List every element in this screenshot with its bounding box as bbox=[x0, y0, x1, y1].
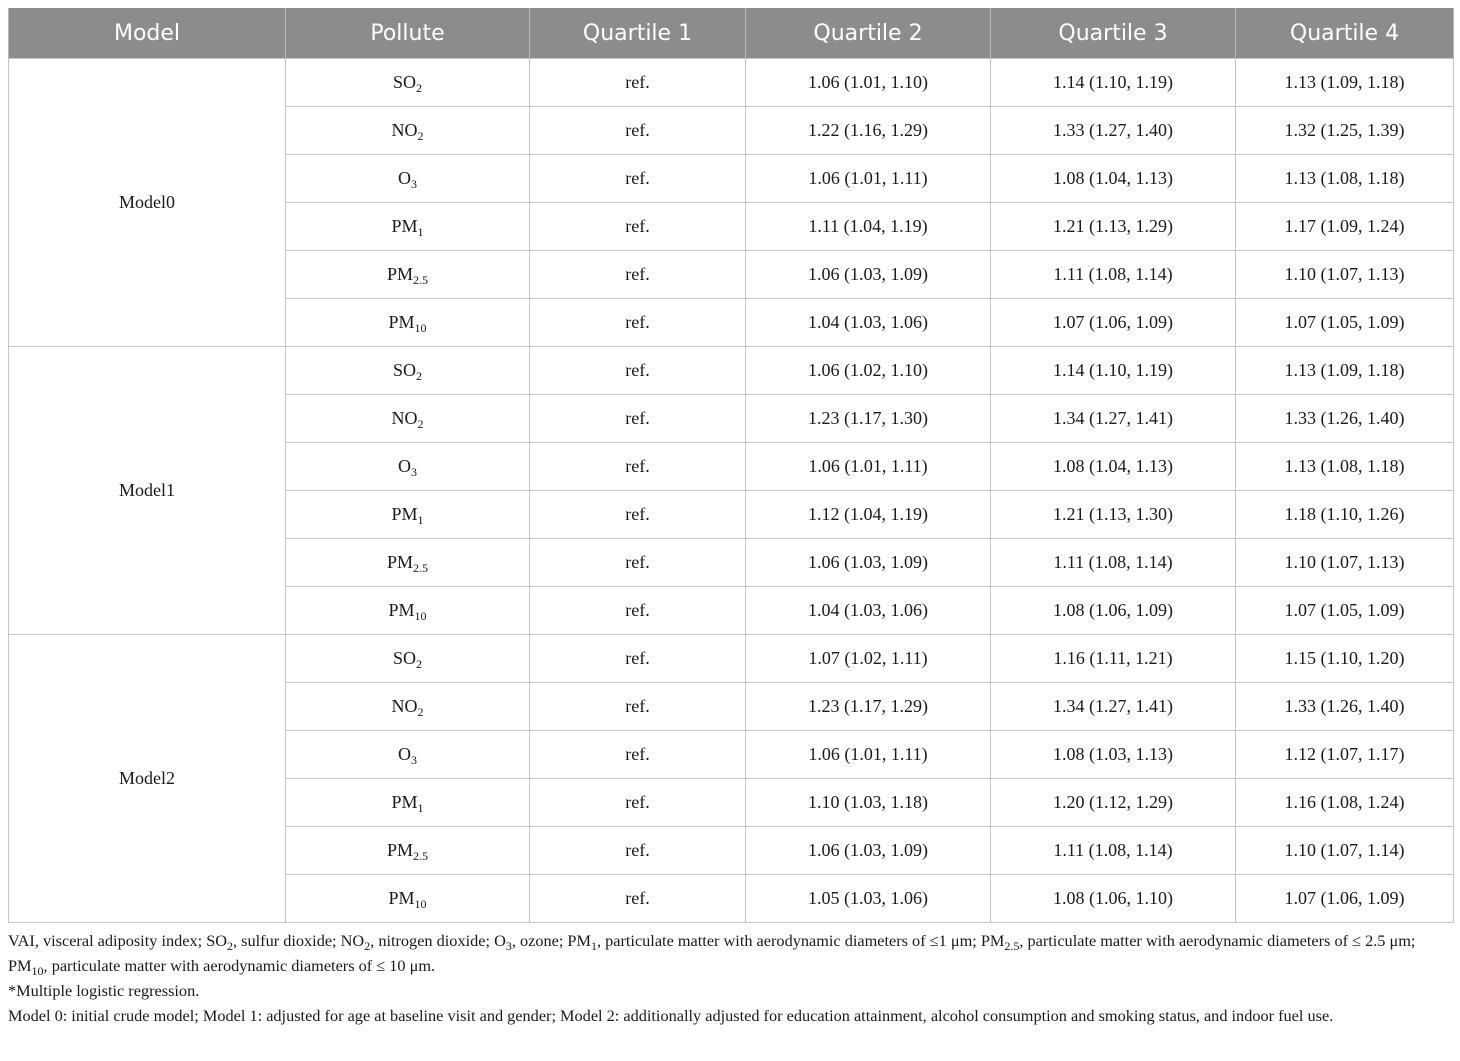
pollutant-cell bbox=[286, 347, 530, 395]
pollutant-subscript: 10 bbox=[414, 897, 427, 911]
quartile-2-cell: 1.22 (1.16, 1.29) bbox=[746, 107, 991, 155]
quartile-1-cell: ref. bbox=[530, 683, 746, 731]
quartile-1-cell: ref. bbox=[530, 203, 746, 251]
quartile-2-cell: 1.06 (1.02, 1.10) bbox=[746, 347, 991, 395]
quartile-3-cell: 1.14 (1.10, 1.19) bbox=[991, 59, 1236, 107]
quartile-3-cell: 1.34 (1.27, 1.41) bbox=[991, 683, 1236, 731]
quartile-3-cell: 1.08 (1.03, 1.13) bbox=[991, 731, 1236, 779]
pollutant-symbol: PM bbox=[386, 552, 413, 572]
pollutant-subscript: 10 bbox=[414, 321, 427, 335]
footnote-text: , particulate matter with aerodynamic diameters of ≤ 2.5 μm; PM bbox=[8, 931, 1416, 975]
quartile-2-cell: 1.04 (1.03, 1.06) bbox=[746, 299, 991, 347]
quartile-4-cell: 1.10 (1.07, 1.14) bbox=[1236, 827, 1454, 875]
pollutant-symbol: PM bbox=[391, 504, 418, 524]
pollutant-subscript: 2 bbox=[416, 81, 422, 95]
footnote-text: , particulate matter with aerodynamic diameters of ≤1 μm; PM bbox=[596, 931, 1005, 950]
pollutant-symbol: SO bbox=[392, 360, 416, 380]
pollutant-cell bbox=[286, 539, 530, 587]
pollutant-subscript: 2 bbox=[416, 369, 422, 383]
pollutant-symbol: PM bbox=[386, 840, 413, 860]
pollutant-cell bbox=[286, 491, 530, 539]
model-cell: Model0 bbox=[9, 59, 286, 347]
quartile-2-cell: 1.11 (1.04, 1.19) bbox=[746, 203, 991, 251]
quartile-3-cell: 1.08 (1.04, 1.13) bbox=[991, 443, 1236, 491]
quartile-4-cell: 1.33 (1.26, 1.40) bbox=[1236, 683, 1454, 731]
quartile-4-cell: 1.10 (1.07, 1.13) bbox=[1236, 251, 1454, 299]
quartile-2-cell: 1.04 (1.03, 1.06) bbox=[746, 587, 991, 635]
quartile-2-cell: 1.07 (1.02, 1.11) bbox=[746, 635, 991, 683]
results-table bbox=[8, 8, 1454, 923]
pollutant-cell bbox=[286, 107, 530, 155]
footnote-text: VAI, visceral adiposity index; SO bbox=[8, 931, 228, 950]
table-row bbox=[9, 347, 1454, 395]
pollutant-cell bbox=[286, 683, 530, 731]
pollutant-cell bbox=[286, 395, 530, 443]
quartile-1-cell: ref. bbox=[530, 155, 746, 203]
quartile-1-cell: ref. bbox=[530, 443, 746, 491]
footnote-text: , particulate matter with aerodynamic diameters of ≤ 10 μm. bbox=[43, 956, 436, 975]
pollutant-subscript: 2 bbox=[416, 657, 422, 671]
quartile-3-cell: 1.08 (1.06, 1.09) bbox=[991, 587, 1236, 635]
pollutant-subscript: 1 bbox=[417, 225, 424, 239]
pollutant-cell bbox=[286, 155, 530, 203]
quartile-3-cell: 1.07 (1.06, 1.09) bbox=[991, 299, 1236, 347]
quartile-2-cell: 1.06 (1.03, 1.09) bbox=[746, 539, 991, 587]
pollutant-symbol: PM bbox=[388, 312, 415, 332]
quartile-1-cell: ref. bbox=[530, 251, 746, 299]
quartile-3-cell: 1.34 (1.27, 1.41) bbox=[991, 395, 1236, 443]
header-row bbox=[9, 8, 1454, 59]
quartile-3-cell: 1.33 (1.27, 1.40) bbox=[991, 107, 1236, 155]
pollutant-subscript: 2 bbox=[417, 129, 424, 143]
quartile-3-cell: 1.11 (1.08, 1.14) bbox=[991, 827, 1236, 875]
quartile-3-cell: 1.21 (1.13, 1.30) bbox=[991, 491, 1236, 539]
footnote-text: , nitrogen dioxide; O bbox=[370, 931, 506, 950]
model-cell: Model2 bbox=[9, 635, 286, 923]
table-footnotes bbox=[8, 928, 1453, 1028]
quartile-1-cell: ref. bbox=[530, 875, 746, 923]
pollutant-symbol: PM bbox=[391, 792, 418, 812]
pollutant-subscript: 1 bbox=[417, 513, 424, 527]
footnote-subscript: 1 bbox=[590, 939, 597, 953]
footnote-subscript: 2 bbox=[227, 939, 234, 953]
footnote-subscript: 3 bbox=[505, 939, 512, 953]
pollutant-symbol: O bbox=[398, 744, 411, 764]
header-quartile-4: Quartile 4 bbox=[1236, 8, 1454, 59]
pollutant-symbol: O bbox=[398, 168, 411, 188]
quartile-4-cell: 1.10 (1.07, 1.13) bbox=[1236, 539, 1454, 587]
table-row bbox=[9, 59, 1454, 107]
pollutant-subscript: 1 bbox=[417, 801, 424, 815]
quartile-2-cell: 1.06 (1.01, 1.10) bbox=[746, 59, 991, 107]
pollutant-subscript: 3 bbox=[411, 465, 417, 479]
pollutant-cell bbox=[286, 443, 530, 491]
pollutant-symbol: PM bbox=[386, 264, 413, 284]
footnote-subscript: 2.5 bbox=[1004, 939, 1020, 953]
model-cell: Model1 bbox=[9, 347, 286, 635]
quartile-1-cell: ref. bbox=[530, 59, 746, 107]
pollutant-symbol: O bbox=[398, 456, 411, 476]
quartile-3-cell: 1.08 (1.06, 1.10) bbox=[991, 875, 1236, 923]
quartile-4-cell: 1.13 (1.09, 1.18) bbox=[1236, 347, 1454, 395]
pollutant-subscript: 2.5 bbox=[413, 849, 428, 863]
pollutant-cell bbox=[286, 635, 530, 683]
quartile-4-cell: 1.13 (1.08, 1.18) bbox=[1236, 443, 1454, 491]
pollutant-cell bbox=[286, 59, 530, 107]
quartile-4-cell: 1.32 (1.25, 1.39) bbox=[1236, 107, 1454, 155]
pollutant-cell bbox=[286, 299, 530, 347]
quartile-1-cell: ref. bbox=[530, 539, 746, 587]
header-pollute: Pollute bbox=[286, 8, 530, 59]
footnote-subscript: 10 bbox=[31, 964, 44, 978]
pollutant-subscript: 3 bbox=[411, 753, 417, 767]
quartile-1-cell: ref. bbox=[530, 347, 746, 395]
quartile-4-cell: 1.17 (1.09, 1.24) bbox=[1236, 203, 1454, 251]
header-model: Model bbox=[9, 8, 286, 59]
quartile-3-cell: 1.21 (1.13, 1.29) bbox=[991, 203, 1236, 251]
quartile-1-cell: ref. bbox=[530, 731, 746, 779]
quartile-2-cell: 1.06 (1.01, 1.11) bbox=[746, 443, 991, 491]
pollutant-subscript: 2 bbox=[417, 705, 424, 719]
footnote-text: , sulfur dioxide; NO bbox=[233, 931, 365, 950]
quartile-3-cell: 1.08 (1.04, 1.13) bbox=[991, 155, 1236, 203]
quartile-4-cell: 1.12 (1.07, 1.17) bbox=[1236, 731, 1454, 779]
pollutant-symbol: PM bbox=[388, 888, 415, 908]
quartile-4-cell: 1.13 (1.09, 1.18) bbox=[1236, 59, 1454, 107]
pollutant-subscript: 2.5 bbox=[413, 273, 428, 287]
header-quartile-2: Quartile 2 bbox=[746, 8, 991, 59]
quartile-3-cell: 1.11 (1.08, 1.14) bbox=[991, 539, 1236, 587]
quartile-3-cell: 1.11 (1.08, 1.14) bbox=[991, 251, 1236, 299]
pollutant-symbol: NO bbox=[391, 408, 418, 428]
pollutant-cell bbox=[286, 251, 530, 299]
table-body bbox=[9, 59, 1454, 923]
header-quartile-3: Quartile 3 bbox=[991, 8, 1236, 59]
footnote-abbreviations bbox=[8, 928, 1453, 978]
quartile-1-cell: ref. bbox=[530, 491, 746, 539]
quartile-2-cell: 1.06 (1.03, 1.09) bbox=[746, 827, 991, 875]
quartile-1-cell: ref. bbox=[530, 395, 746, 443]
pollutant-subscript: 2.5 bbox=[413, 561, 428, 575]
quartile-1-cell: ref. bbox=[530, 779, 746, 827]
quartile-1-cell: ref. bbox=[530, 107, 746, 155]
quartile-2-cell: 1.10 (1.03, 1.18) bbox=[746, 779, 991, 827]
quartile-3-cell: 1.14 (1.10, 1.19) bbox=[991, 347, 1236, 395]
quartile-4-cell: 1.07 (1.05, 1.09) bbox=[1236, 587, 1454, 635]
pollutant-symbol: SO bbox=[392, 648, 416, 668]
quartile-4-cell: 1.13 (1.08, 1.18) bbox=[1236, 155, 1454, 203]
pollutant-symbol: NO bbox=[391, 120, 418, 140]
pollutant-symbol: PM bbox=[388, 600, 415, 620]
quartile-2-cell: 1.23 (1.17, 1.29) bbox=[746, 683, 991, 731]
footnote-models: Model 0: initial crude model; Model 1: adjusted for age at baseline visit and gender; Model 2: additionally adjusted for education attainment, alcohol consumption and smoking status, and indoor fuel use. bbox=[8, 1006, 1334, 1025]
quartile-2-cell: 1.06 (1.03, 1.09) bbox=[746, 251, 991, 299]
pollutant-cell bbox=[286, 875, 530, 923]
pollutant-cell bbox=[286, 779, 530, 827]
quartile-4-cell: 1.16 (1.08, 1.24) bbox=[1236, 779, 1454, 827]
quartile-2-cell: 1.05 (1.03, 1.06) bbox=[746, 875, 991, 923]
quartile-1-cell: ref. bbox=[530, 827, 746, 875]
quartile-3-cell: 1.20 (1.12, 1.29) bbox=[991, 779, 1236, 827]
table-container bbox=[8, 8, 1453, 1028]
pollutant-cell bbox=[286, 731, 530, 779]
quartile-4-cell: 1.15 (1.10, 1.20) bbox=[1236, 635, 1454, 683]
quartile-1-cell: ref. bbox=[530, 635, 746, 683]
quartile-1-cell: ref. bbox=[530, 299, 746, 347]
header-quartile-1: Quartile 1 bbox=[530, 8, 746, 59]
quartile-1-cell: ref. bbox=[530, 587, 746, 635]
footnote-method: *Multiple logistic regression. bbox=[8, 981, 200, 1000]
quartile-2-cell: 1.06 (1.01, 1.11) bbox=[746, 731, 991, 779]
pollutant-cell bbox=[286, 827, 530, 875]
pollutant-subscript: 3 bbox=[411, 177, 417, 191]
quartile-4-cell: 1.33 (1.26, 1.40) bbox=[1236, 395, 1454, 443]
pollutant-cell bbox=[286, 203, 530, 251]
quartile-2-cell: 1.12 (1.04, 1.19) bbox=[746, 491, 991, 539]
pollutant-subscript: 10 bbox=[414, 609, 427, 623]
pollutant-cell bbox=[286, 587, 530, 635]
quartile-4-cell: 1.07 (1.05, 1.09) bbox=[1236, 299, 1454, 347]
quartile-4-cell: 1.18 (1.10, 1.26) bbox=[1236, 491, 1454, 539]
quartile-2-cell: 1.23 (1.17, 1.30) bbox=[746, 395, 991, 443]
quartile-2-cell: 1.06 (1.01, 1.11) bbox=[746, 155, 991, 203]
quartile-3-cell: 1.16 (1.11, 1.21) bbox=[991, 635, 1236, 683]
pollutant-symbol: PM bbox=[391, 216, 418, 236]
pollutant-symbol: NO bbox=[391, 696, 418, 716]
table-row bbox=[9, 635, 1454, 683]
quartile-4-cell: 1.07 (1.06, 1.09) bbox=[1236, 875, 1454, 923]
footnote-subscript: 2 bbox=[364, 939, 371, 953]
pollutant-subscript: 2 bbox=[417, 417, 424, 431]
pollutant-symbol: SO bbox=[392, 72, 416, 92]
footnote-text: , ozone; PM bbox=[511, 931, 591, 950]
